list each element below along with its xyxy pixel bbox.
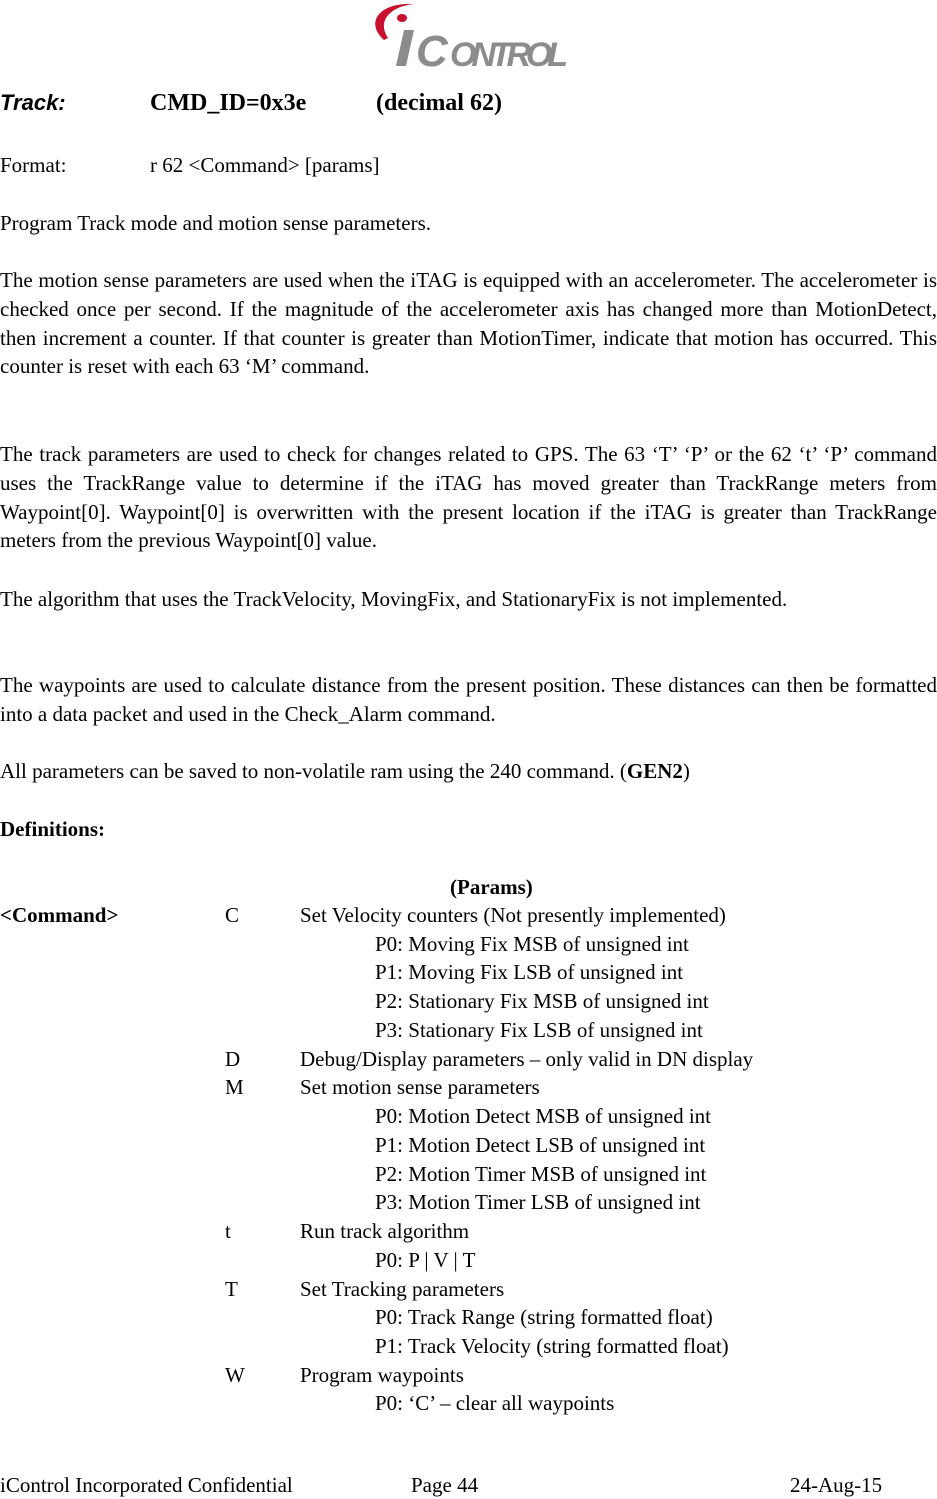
- param-line: P0: Track Range (string formatted float): [375, 1305, 713, 1329]
- cmd-code-m: M: [225, 1075, 244, 1099]
- cmd-code-t-upper: T: [225, 1277, 238, 1301]
- cmd-desc-t-upper: Set Tracking parameters: [300, 1277, 505, 1301]
- track-heading: Track:: [0, 90, 66, 115]
- cmd-desc-w: Program waypoints: [300, 1363, 464, 1387]
- param-line: P0: P | V | T: [375, 1248, 476, 1272]
- algorithm-paragraph: The algorithm that uses the TrackVelocity, MovingFix, and StationaryFix is not implemented.: [0, 587, 788, 611]
- saved-paragraph: [0, 757, 690, 785]
- svg-text:C: C: [416, 27, 448, 74]
- param-line: P1: Motion Detect LSB of unsigned int: [375, 1133, 706, 1157]
- param-line: P3: Stationary Fix LSB of unsigned int: [375, 1018, 703, 1042]
- command-label: <Command>: [0, 903, 119, 927]
- footer-page: Page 44: [411, 1473, 479, 1497]
- cmd-code-t-lower: t: [225, 1219, 231, 1243]
- icontrol-logo: [362, 0, 577, 74]
- svg-text:ONTROL: ONTROL: [450, 36, 568, 74]
- cmd-desc-c: Set Velocity counters (Not presently implemented): [300, 903, 726, 927]
- footer-company: iControl Incorporated Confidential: [0, 1473, 293, 1497]
- param-line: P0: Motion Detect MSB of unsigned int: [375, 1104, 711, 1128]
- motion-paragraph: The motion sense parameters are used when the iTAG is equipped with an accelerometer. The accelerometer is checked once per second. If the magnitude of the accelerometer axis has changed more than MotionDetect, then increment a counter. If that counter is greater than MotionTimer, indicate that motion has occurred. This counter is reset with each 63 ‘M’ command.: [0, 268, 937, 379]
- cmd-code-d: D: [225, 1047, 241, 1071]
- cmd-code-c: C: [225, 903, 240, 927]
- param-line: P3: Motion Timer LSB of unsigned int: [375, 1190, 701, 1214]
- param-line: P1: Track Velocity (string formatted float): [375, 1334, 729, 1358]
- cmd-decimal: (decimal 62): [376, 90, 502, 116]
- cmd-desc-d: Debug/Display parameters – only valid in DN display: [300, 1047, 754, 1071]
- cmd-desc-t-lower: Run track algorithm: [300, 1219, 470, 1243]
- track-paragraph: The track parameters are used to check for changes related to GPS. The 63 ‘T’ ‘P’ or the 62 ‘t’ ‘P’ command uses the TrackRange value to determine if the iTAG has moved greater than TrackRange meters from Waypoint[0]. Waypoint[0] is overwritten with the present location if the iTAG is greater than TrackRange meters from the previous Waypoint[0] value.: [0, 442, 937, 553]
- gen2-label: GEN2: [626, 759, 683, 783]
- saved-close: ): [682, 759, 690, 783]
- footer-date: 24-Aug-15: [790, 1473, 883, 1497]
- param-line: P2: Motion Timer MSB of unsigned int: [375, 1162, 707, 1186]
- saved-text: All parameters can be saved to non-volatile ram using the 240 command. (: [0, 759, 627, 783]
- params-header: (Params): [450, 875, 533, 899]
- param-line: P1: Moving Fix LSB of unsigned int: [375, 960, 684, 984]
- format-value: r 62 <Command> [params]: [150, 153, 380, 177]
- intro-text: Program Track mode and motion sense parameters.: [0, 211, 431, 235]
- definitions-heading: Definitions:: [0, 817, 105, 841]
- param-line: P2: Stationary Fix MSB of unsigned int: [375, 989, 709, 1013]
- waypoints-paragraph: The waypoints are used to calculate distance from the present position. These distances can then be formatted into a data packet and used in the Check_Alarm command.: [0, 673, 937, 726]
- param-line: P0: Moving Fix MSB of unsigned int: [375, 932, 689, 956]
- format-label: Format:: [0, 153, 67, 177]
- cmd-id: CMD_ID=0x3e: [150, 90, 307, 116]
- cmd-code-w: W: [225, 1363, 245, 1387]
- cmd-desc-m: Set motion sense parameters: [300, 1075, 540, 1099]
- param-line: P0: ‘C’ – clear all waypoints: [375, 1391, 615, 1415]
